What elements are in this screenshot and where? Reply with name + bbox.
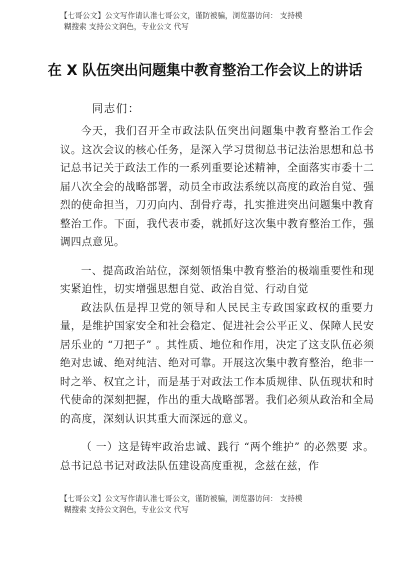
page-footer xyxy=(60,493,380,515)
document-body xyxy=(60,122,374,475)
subsection-heading-1: （ 一）这是铸牢政治忠诚、践行 “两个维护” 的必然要 求。总书记总书记对政法队伍建设高度重视，念兹在兹，作 xyxy=(60,441,374,472)
paragraph-section-1: 政法队伍是捍卫党的领导和人民民主专政国家政权的重要力量，是维护国家安全和社会稳定、促进社会公平正义、保障人民安居乐业的 “刀把子” 。其性质、地位和作用，决定了这支队伍必须绝对忠诚、绝对纯洁、绝对可靠。开展这次集中教育整治，绝非一时之举、权宜之计，而是基于对政法工作本质规律、队伍现状和时代使命的深刻把握，作出的重大战略部署。我们必须从政治和全局的高度，深刻认识其重大而深远的意义。 xyxy=(60,301,374,425)
paragraph-intro: 今天，我们召开全市政法队伍突出问题集中教育整治工作会议。这次会议的核心任务，是深入学习贯彻总书记法治思想和总书记总书记关于政法工作的一系列重要论述精神，全面落实市委十二届八次全会的战略部署，动员全市政法系统以高度的政治自觉、强烈的使命担当，刀刃向内、刮骨疗毒，扎实推进突出问题集中教育整治工作。下面，我代表市委，就抓好这次集中教育整治工作，强调四点意见。 xyxy=(60,125,374,248)
footer-line-1: 【七哥公文】公文写作请认准七哥公文，谨防被骗，浏览器访问： 支持模 xyxy=(60,494,303,503)
section-heading-1: 一、提高政治站位，深刻领悟集中教育整治的极端重要性和现实紧迫性，切实增强思想自觉、政治自觉、行动自觉 xyxy=(60,264,374,295)
page-header xyxy=(60,10,380,32)
header-line-1: 【七哥公文】公文写作请认准七哥公文，谨防被骗，浏览器访问： 支持模 xyxy=(60,11,303,20)
salutation: 同志们： xyxy=(92,102,140,115)
document-title: 在 X 队伍突出问题集中教育整治工作会议上的讲话 xyxy=(47,63,363,79)
header-line-2: 糊搜索 支持公文润色，专业公文 代写 xyxy=(64,22,189,31)
footer-line-2: 糊搜索 支持公文润色，专业公文 代写 xyxy=(64,505,189,514)
